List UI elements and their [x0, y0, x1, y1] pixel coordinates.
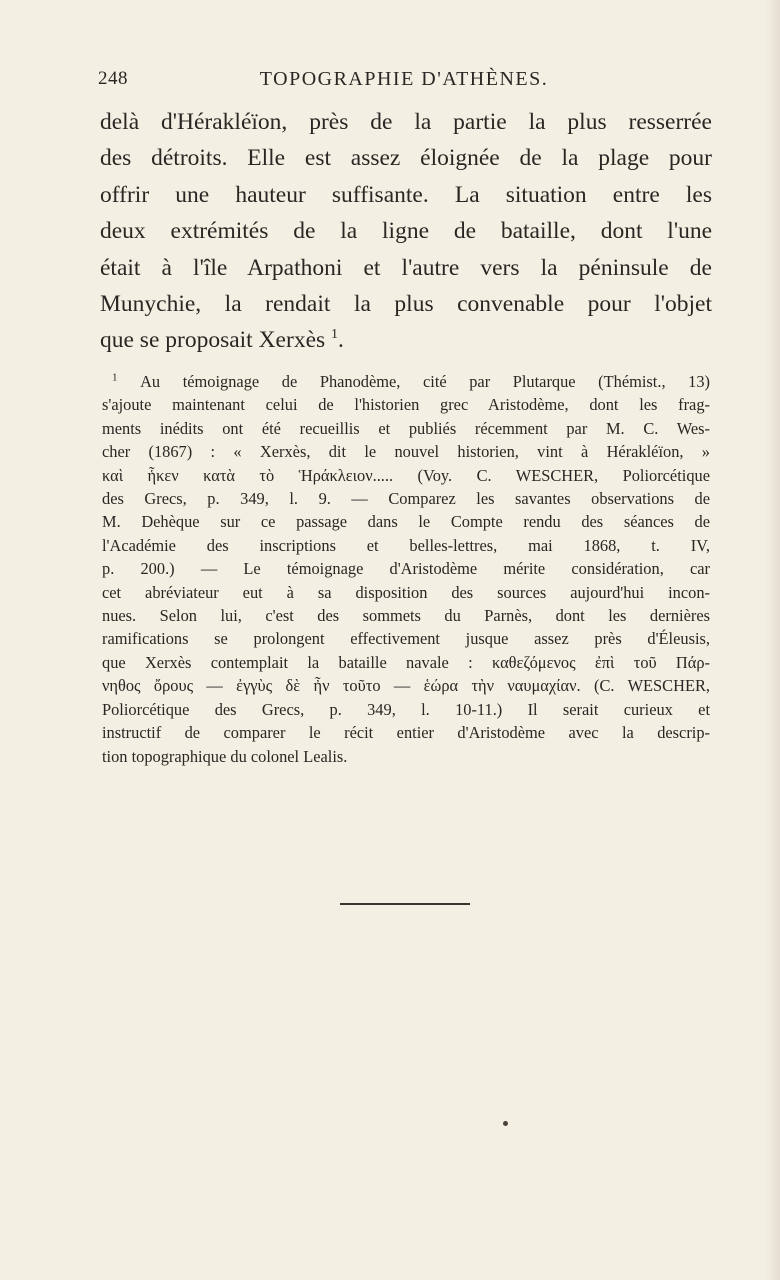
footnote-line-last: tion topographique du colonel Lealis. [102, 746, 348, 766]
footnote-line: ramifications se prolongent effectivement jusque assez près d'Éleusis, [102, 629, 710, 649]
footnote-line: καὶ ἧκεν κατὰ τὸ Ἡράκλειον..... (Voy. C. WESCHER, Poliorcétique [102, 465, 710, 485]
ink-spot [503, 1121, 508, 1126]
body-line: était à l'île Arpathoni et l'autre vers la péninsule de [100, 254, 712, 281]
footnote-line: cher (1867) : « Xerxès, dit le nouvel historien, vint à Hérakléïon, » [102, 442, 710, 462]
footnote-line [102, 370, 710, 393]
footnote-number: 1 [112, 371, 118, 384]
body-line-text: que se proposait Xerxès [100, 327, 326, 354]
footnote-line: cet abréviateur eut à sa disposition des sources aujourd'hui incon- [102, 582, 710, 602]
body-line: deux extrémités de la ligne de bataille, dont l'une [100, 218, 712, 245]
end-punctuation: . [338, 327, 344, 354]
footnote-line: p. 200.) — Le témoignage d'Aristodème mérite considération, car [102, 559, 710, 579]
footnote-line: M. Dehèque sur ce passage dans le Compte rendu des séances de [102, 512, 710, 532]
page-edge-shadow [766, 0, 780, 1280]
footnote-line-text: Au témoignage de Phanodème, cité par Plutarque (Thémist., 13) [140, 372, 710, 391]
footnote-line: νηθος ὄρους — ἐγγὺς δὲ ἦν τοῦτο — ἑώρα τὴν ναυμαχίαν. (C. WESCHER, [102, 676, 710, 696]
footnote-line: s'ajoute maintenant celui de l'historien grec Aristodème, dont les frag- [102, 395, 710, 415]
page-header [98, 64, 710, 98]
footnote-line: instructif de comparer le récit entier d'Aristodème avec la descrip- [102, 723, 710, 743]
end-rule [340, 903, 470, 905]
page-number: 248 [98, 68, 128, 89]
footnote [102, 370, 710, 768]
body-line: offrir une hauteur suffisante. La situation entre les [100, 181, 712, 208]
footnote-line: Poliorcétique des Grecs, p. 349, l. 10-11.) Il serait curieux et [102, 699, 710, 719]
running-head: TOPOGRAPHIE D'ATHÈNES. [259, 68, 549, 90]
footnote-line: nues. Selon lui, c'est des sommets du Parnès, dont les dernières [102, 606, 710, 626]
main-text [100, 104, 712, 359]
footnote-line: des Grecs, p. 349, l. 9. — Comparez les savantes observations de [102, 489, 710, 509]
body-line: delà d'Hérakléïon, près de la partie la plus resserrée [100, 109, 712, 135]
footnote-reference: 1 [331, 327, 339, 343]
footnote-line: que Xerxès contemplait la bataille navale : καθεζόμενος ἐπὶ τοῦ Πάρ- [102, 652, 710, 672]
body-line: Munychie, la rendait la plus convenable pour l'objet [100, 291, 712, 318]
footnote-line: ments inédits ont été recueillis et publiés récemment par M. C. Wes- [102, 418, 710, 438]
body-line: des détroits. Elle est assez éloignée de la plage pour [100, 145, 712, 172]
footnote-line: l'Académie des inscriptions et belles-lettres, mai 1868, t. IV, [102, 535, 710, 555]
body-line-last [100, 322, 712, 358]
